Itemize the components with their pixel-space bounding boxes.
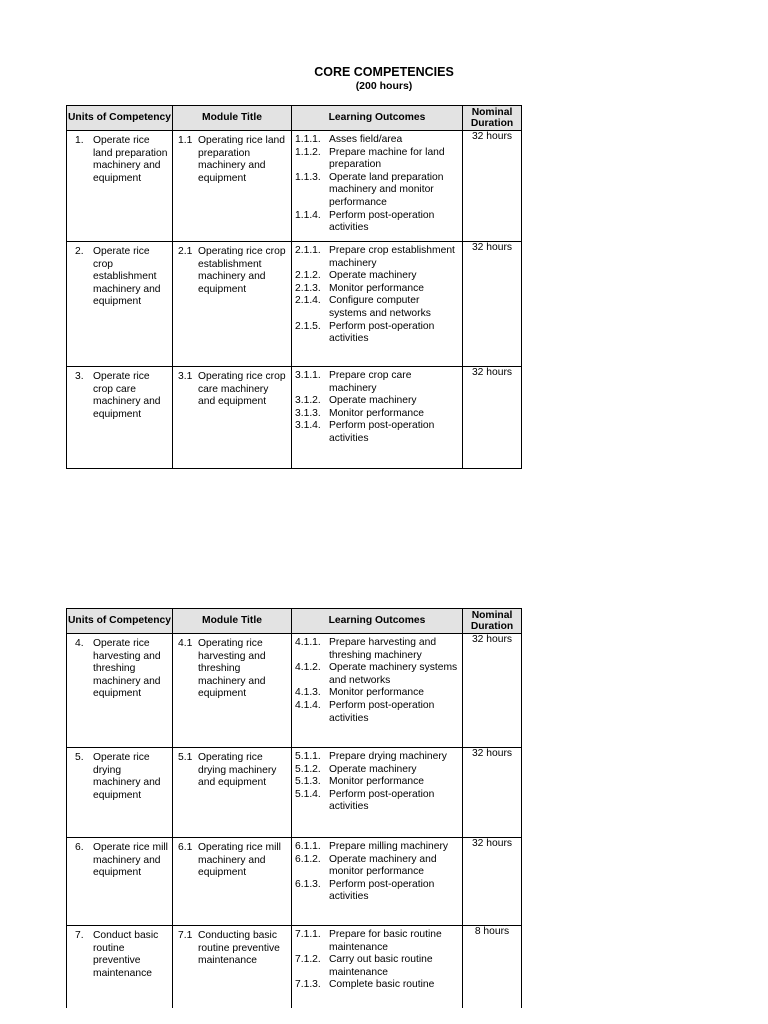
module-number: 4.1	[178, 638, 193, 649]
outcome-text: Prepare crop care machinery	[329, 370, 412, 394]
learning-outcomes-cell	[292, 131, 463, 242]
learning-outcome-item	[295, 751, 460, 764]
outcome-number: 3.1.1.	[295, 370, 321, 381]
outcome-text: Asses field/area	[329, 134, 403, 145]
outcome-number: 5.1.4.	[295, 788, 321, 800]
learning-outcome-item	[295, 789, 460, 814]
module-title-cell	[173, 838, 292, 926]
outcome-text: Prepare milling machinery	[329, 841, 449, 852]
outcome-number: 6.1.2.	[295, 853, 321, 865]
module-entry	[178, 135, 288, 185]
unit-text: Operate rice crop care machinery and equipment	[93, 371, 161, 420]
module-text: Operating rice harvesting and threshing machinery and equipment	[198, 638, 266, 700]
nominal-duration-cell: 32 hours	[463, 634, 522, 748]
outcome-text: Operate machinery and monitor performance	[329, 853, 437, 878]
table-body	[67, 634, 522, 1010]
unit-text: Conduct basic routine preventive maintenance	[93, 930, 159, 979]
header-units-of-competency: Units of Competency	[67, 106, 173, 131]
nominal-duration-cell: 32 hours	[463, 131, 522, 242]
outcome-text: Perform post-operation activities	[329, 699, 435, 724]
outcome-number: 2.1.3.	[295, 282, 321, 294]
module-number: 5.1	[178, 752, 193, 763]
outcome-text: Monitor performance	[329, 282, 424, 294]
learning-outcome-item	[295, 979, 460, 992]
learning-outcome-item	[295, 283, 460, 296]
unit-entry	[72, 371, 169, 421]
core-competencies-table-1	[66, 105, 522, 469]
unit-entry	[72, 246, 169, 309]
learning-outcomes-list	[295, 245, 460, 346]
outcome-text: Perform post-operation activities	[329, 878, 435, 903]
outcome-text: Perform post-operation activities	[329, 788, 435, 813]
unit-number: 4.	[75, 638, 84, 649]
module-title-cell	[173, 748, 292, 838]
learning-outcome-item	[295, 408, 460, 421]
outcome-number: 4.1.3.	[295, 687, 321, 699]
table-header-row	[67, 106, 522, 131]
nominal-duration-cell: 32 hours	[463, 838, 522, 926]
learning-outcome-item	[295, 929, 460, 954]
outcome-text: Monitor performance	[329, 407, 424, 419]
header-module-title: Module Title	[173, 609, 292, 634]
outcome-number: 7.1.3.	[295, 979, 321, 991]
outcome-text: Prepare drying machinery	[329, 751, 447, 762]
nominal-duration-cell: 32 hours	[463, 242, 522, 367]
outcome-text: Prepare for basic routine maintenance	[329, 929, 442, 953]
learning-outcome-item	[295, 854, 460, 879]
learning-outcomes-list	[295, 929, 460, 992]
outcome-number: 1.1.4.	[295, 209, 321, 221]
module-text: Operating rice mill machinery and equipment	[198, 842, 281, 879]
learning-outcomes-cell	[292, 926, 463, 1010]
module-text: Operating rice crop care machinery and equipment	[198, 371, 286, 408]
header-units-of-competency: Units of Competency	[67, 609, 173, 634]
learning-outcome-item	[295, 662, 460, 687]
outcome-text: Perform post-operation activities	[329, 209, 435, 234]
module-entry	[178, 752, 288, 790]
learning-outcome-item	[295, 954, 460, 979]
module-number: 7.1	[178, 930, 193, 941]
unit-text: Operate rice harvesting and threshing machinery and equipment	[93, 638, 161, 700]
unit-text: Operate rice drying machinery and equipment	[93, 752, 161, 801]
outcome-number: 5.1.2.	[295, 763, 321, 775]
outcome-text: Prepare harvesting and threshing machinery	[329, 637, 437, 661]
learning-outcome-item	[295, 637, 460, 662]
module-entry	[178, 246, 288, 296]
unit-number: 7.	[75, 930, 84, 941]
document-title: CORE COMPETENCIES	[314, 65, 454, 79]
learning-outcome-item	[295, 370, 460, 395]
module-title-cell	[173, 242, 292, 367]
learning-outcomes-cell	[292, 748, 463, 838]
learning-outcome-item	[295, 147, 460, 172]
learning-outcome-item	[295, 395, 460, 408]
outcome-text: Configure computer systems and networks	[329, 295, 431, 319]
learning-outcomes-list	[295, 134, 460, 235]
learning-outcome-item	[295, 841, 460, 854]
outcome-number: 3.1.3.	[295, 407, 321, 419]
learning-outcomes-list	[295, 637, 460, 725]
unit-entry	[72, 135, 169, 185]
outcome-text: Operate machinery systems and networks	[329, 662, 458, 686]
outcome-number: 2.1.5.	[295, 320, 321, 332]
outcome-number: 5.1.3.	[295, 776, 321, 788]
outcome-number: 7.1.1.	[295, 929, 321, 940]
outcome-number: 1.1.2.	[295, 146, 321, 158]
table-row	[67, 748, 522, 838]
outcome-text: Perform post-operation activities	[329, 320, 435, 345]
outcome-text: Prepare machine for land preparation	[329, 146, 445, 171]
outcome-number: 6.1.1.	[295, 841, 321, 852]
unit-entry	[72, 638, 169, 701]
outcome-text: Prepare crop establishment machinery	[329, 245, 455, 269]
unit-text: Operate rice land preparation machinery and equipment	[93, 135, 168, 184]
outcome-text: Carry out basic routine maintenance	[329, 954, 433, 978]
learning-outcome-item	[295, 776, 460, 789]
learning-outcome-item	[295, 700, 460, 725]
learning-outcome-item	[295, 245, 460, 270]
outcome-text: Operate machinery	[329, 270, 417, 282]
outcome-number: 7.1.2.	[295, 954, 321, 966]
table-header-row	[67, 609, 522, 634]
outcome-text: Monitor performance	[329, 776, 424, 788]
outcome-number: 4.1.2.	[295, 662, 321, 674]
unit-number: 2.	[75, 246, 84, 257]
learning-outcome-item	[295, 210, 460, 235]
header-learning-outcomes: Learning Outcomes	[292, 609, 463, 634]
unit-of-competency-cell	[67, 926, 173, 1010]
module-text: Operating rice land preparation machinery and equipment	[198, 135, 286, 184]
learning-outcome-item	[295, 270, 460, 283]
learning-outcome-item	[295, 172, 460, 210]
module-text: Operating rice crop establishment machinery and equipment	[198, 246, 286, 295]
outcome-number: 2.1.2.	[295, 270, 321, 282]
module-number: 1.1	[178, 135, 193, 146]
header-nominal-duration: Nominal Duration	[463, 609, 522, 634]
module-entry	[178, 638, 288, 701]
nominal-duration-cell: 32 hours	[463, 367, 522, 469]
outcome-text: Operate land preparation machinery and monitor performance	[329, 171, 444, 208]
unit-text: Operate rice mill machinery and equipment	[93, 842, 168, 879]
module-entry	[178, 930, 288, 968]
table-row	[67, 838, 522, 926]
outcome-number: 3.1.4.	[295, 420, 321, 432]
header-nominal-duration: Nominal Duration	[463, 106, 522, 131]
module-number: 3.1	[178, 371, 193, 382]
module-entry	[178, 842, 288, 880]
page-bottom-edge	[0, 1008, 768, 1024]
module-title-cell	[173, 131, 292, 242]
module-number: 6.1	[178, 842, 193, 853]
learning-outcomes-cell	[292, 634, 463, 748]
outcome-text: Monitor performance	[329, 687, 424, 699]
learning-outcome-item	[295, 764, 460, 777]
outcome-number: 4.1.4.	[295, 699, 321, 711]
outcome-number: 6.1.3.	[295, 878, 321, 890]
outcome-number: 1.1.1.	[295, 134, 321, 145]
module-title-cell	[173, 634, 292, 748]
table-row	[67, 367, 522, 469]
unit-of-competency-cell	[67, 838, 173, 926]
outcome-number: 2.1.1.	[295, 245, 321, 256]
outcome-text: Perform post-operation activities	[329, 420, 435, 444]
unit-of-competency-cell	[67, 634, 173, 748]
learning-outcomes-list	[295, 370, 460, 446]
unit-of-competency-cell	[67, 367, 173, 469]
outcome-number: 3.1.2.	[295, 395, 321, 407]
table-row	[67, 131, 522, 242]
learning-outcomes-cell	[292, 242, 463, 367]
learning-outcome-item	[295, 879, 460, 904]
learning-outcomes-list	[295, 841, 460, 904]
learning-outcome-item	[295, 321, 460, 346]
unit-entry	[72, 842, 169, 880]
learning-outcome-item	[295, 295, 460, 320]
nominal-duration-cell: 32 hours	[463, 748, 522, 838]
learning-outcomes-cell	[292, 367, 463, 469]
header-module-title: Module Title	[173, 106, 292, 131]
unit-of-competency-cell	[67, 131, 173, 242]
unit-number: 5.	[75, 752, 84, 763]
nominal-duration-cell: 8 hours	[463, 926, 522, 1010]
unit-number: 3.	[75, 371, 84, 382]
unit-number: 6.	[75, 842, 84, 853]
outcome-number: 1.1.3.	[295, 171, 321, 183]
module-number: 2.1	[178, 246, 193, 257]
learning-outcome-item	[295, 420, 460, 445]
module-title-cell	[173, 926, 292, 1010]
learning-outcomes-cell	[292, 838, 463, 926]
learning-outcomes-list	[295, 751, 460, 814]
outcome-number: 4.1.1.	[295, 637, 321, 648]
core-competencies-table-2	[66, 608, 522, 1010]
unit-number: 1.	[75, 135, 84, 146]
module-title-cell	[173, 367, 292, 469]
table-row	[67, 634, 522, 748]
learning-outcome-item	[295, 687, 460, 700]
module-text: Operating rice drying machinery and equipment	[198, 752, 277, 789]
learning-outcome-item	[295, 134, 460, 147]
outcome-text: Operate machinery	[329, 395, 417, 407]
unit-entry	[72, 930, 169, 980]
outcome-number: 2.1.4.	[295, 295, 321, 307]
unit-text: Operate rice crop establishment machinery and equipment	[93, 246, 161, 308]
document-subtitle: (200 hours)	[355, 80, 413, 92]
module-text: Conducting basic routine preventive maintenance	[198, 930, 280, 967]
unit-entry	[72, 752, 169, 802]
outcome-text: Complete basic routine	[329, 979, 435, 991]
outcome-text: Operate machinery	[329, 763, 417, 775]
table-row	[67, 926, 522, 1010]
table-body	[67, 131, 522, 469]
unit-of-competency-cell	[67, 242, 173, 367]
unit-of-competency-cell	[67, 748, 173, 838]
table-row	[67, 242, 522, 367]
header-learning-outcomes: Learning Outcomes	[292, 106, 463, 131]
outcome-number: 5.1.1.	[295, 751, 321, 762]
module-entry	[178, 371, 288, 409]
